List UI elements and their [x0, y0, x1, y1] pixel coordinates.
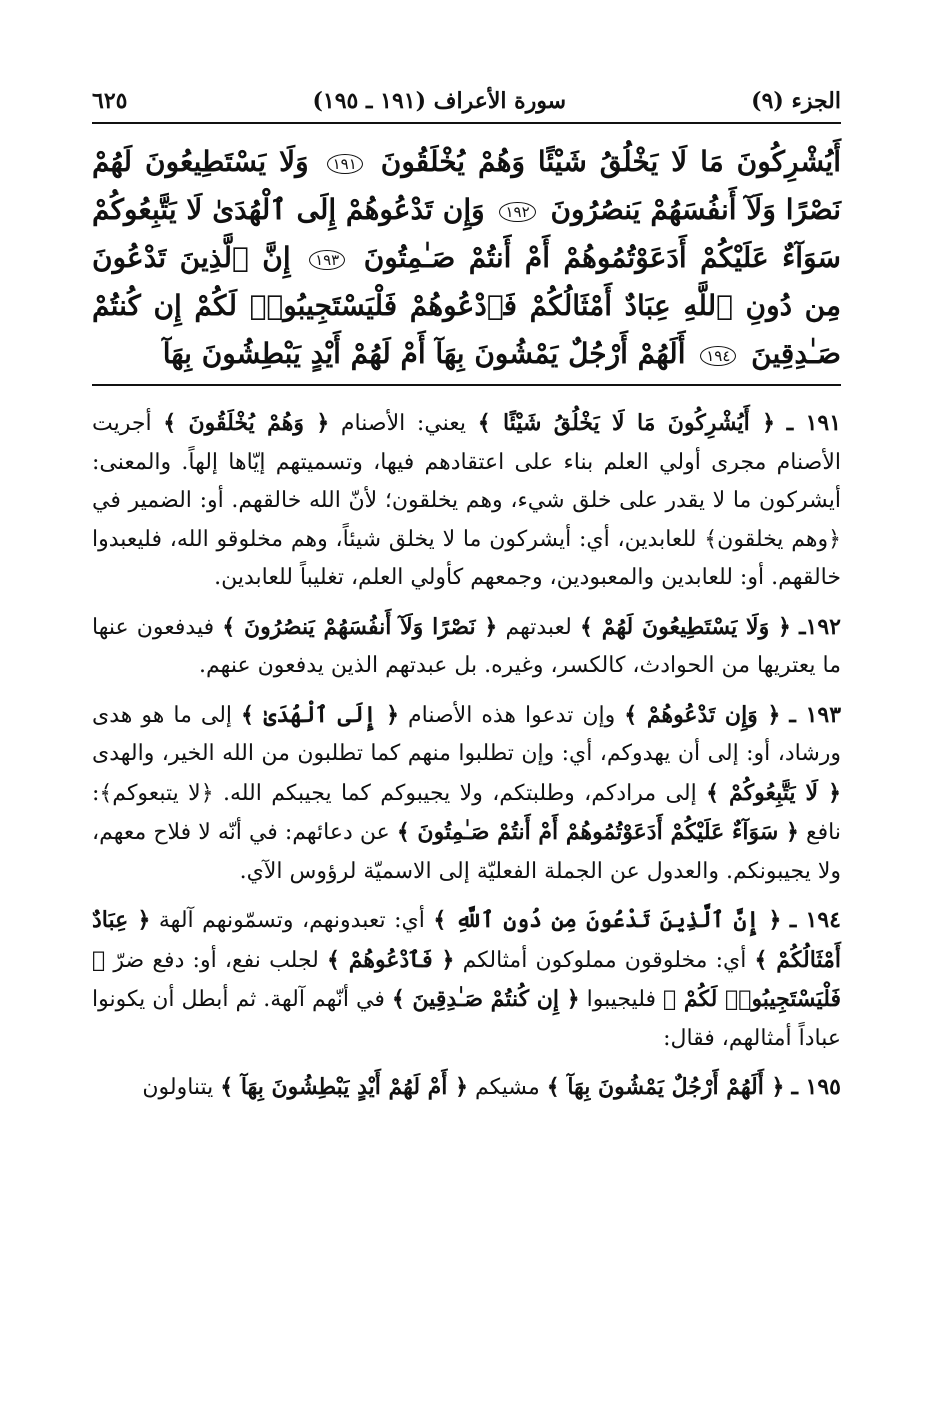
- page: [92, 70, 841, 1369]
- quran-quote: ﴿ عِبَادٌ أَمْثَالُكُمْ ﴾: [92, 907, 841, 973]
- quran-segment: أَيُشْرِكُونَ مَا لَا يَخْلُقُ شَيْئًا وَهُمْ يُخْلَقُونَ: [380, 145, 842, 178]
- ayah-number-marker: ١٩٢: [499, 202, 535, 222]
- ayah-number-marker: ١٩١: [327, 154, 363, 174]
- verse-number: ١٩١ ـ: [786, 410, 842, 436]
- quran-separator-rule: [92, 384, 841, 386]
- verse-number: ١٩٥ ـ: [791, 1074, 841, 1100]
- commentary-text: وإن تدعوا هذه الأصنام: [399, 702, 625, 728]
- quran-quote: ﴿ وَلَا يَسْتَطِيعُونَ لَهُمْ ﴾: [580, 613, 791, 640]
- quran-quote: ﴿ إِنَّ ٱلَّذِينَ تَدْعُونَ مِن دُونِ ٱللَّهِ ﴾: [433, 907, 782, 933]
- quran-quote: ﴿ أَلَهُمْ أَرْجُلٌ يَمْشُونَ بِهَآ ﴾: [546, 1074, 785, 1100]
- quran-quote: ﴿ أَمْ لَهُمْ أَيْدٍ يَبْطِشُونَ بِهَآ ﴾: [220, 1074, 468, 1100]
- quran-segment: وَلَا يَسْتَطِيعُونَ لَهُمْ نَصْرًا وَلَآ أَنفُسَهُمْ يَنصُرُونَ: [92, 145, 841, 226]
- commentary-text: أي: مخلوقون مملوكون أمثالكم: [454, 947, 755, 973]
- verse-number: ١٩٢ـ: [799, 613, 841, 640]
- commentary-text: عن دعائهم: في أنّه لا فلاح معهم، ولا يجيبونكم. والعدول عن الجملة الفعليّة إلى الاسميّة لرؤوس الآي.: [92, 820, 841, 884]
- quran-quote: ﴿ لَا يَتَّبِعُوكُمْ ﴾: [706, 779, 841, 806]
- commentary-text: مشيكم: [467, 1075, 547, 1100]
- commentary-text: إلى مرادكم، وطلبتكم، ولا يجيبوكم كما يجيبكم الله. ﴿لا يتبعوكم﴾: نافع: [92, 780, 842, 845]
- verse-number: ١٩٤ ـ: [789, 907, 841, 933]
- quran-quote: ﴿ وَإِن تَدْعُوهُمْ ﴾: [624, 701, 781, 728]
- ayah-number-marker: ١٩٣: [309, 250, 345, 270]
- surah-title: سورة الأعراف (١٩١ ـ ١٩٥): [312, 88, 567, 114]
- commentary-text: فيدفعون عنها ما يعتريها من الحوادث، كالكسر، وغيره. بل عبدتهم الذين يدفعون عنهم.: [92, 614, 841, 678]
- quran-quote: ﴿ وَهُمْ يُخْلَقُونَ ﴾: [163, 410, 330, 436]
- quran-segment: أَلَهُمْ أَرْجُلٌ يَمْشُونَ بِهَآ أَمْ لَهُمْ أَيْدٍ يَبْطِشُونَ بِهَآ: [162, 337, 686, 370]
- commentary-text: أجريت الأصنام مجرى أولي العلم بناء على اعتقادهم فيها، وتسميتهم إيّاها إلهاً. والمعنى: أيشركون ما لا يقدر على خلق شيء، وهم يخلقون؛ لأنّ الله خالقهم. أو: الضمير في ﴿وهم يخلقون﴾ للعابدين، أي: أيشركون ما لا يخلق شيئاً، وهم مخلوقو الله، فليعبدوا خالقهم. أو: للعابدين والمعبودين، وجمعهم كأولي العلم، تغليباً للعابدين.: [92, 411, 841, 590]
- quran-quote: ﴿ نَصْرًا وَلَآ أَنفُسَهُمْ يَنصُرُونَ ﴾: [222, 613, 498, 640]
- quran-quote: ﴿ إِلَى ٱلْهُدَىٰ ﴾: [241, 701, 400, 728]
- quran-quote: ﴿ إِن كُنتُمْ صَـٰدِقِينَ ﴾: [391, 986, 580, 1012]
- verse-number: ١٩٣ ـ: [789, 701, 842, 728]
- commentary-text: فليجيبوا: [579, 987, 663, 1012]
- commentary-section: [92, 404, 841, 1108]
- quran-segment: وَإِن تَدْعُوهُمْ إِلَى ٱلْهُدَىٰ لَا يَتَّبِعُوكُمْ سَوَآءٌ عَلَيْكُمْ أَدَعَوْتُمُوهُمْ أَمْ أَنتُمْ صَـٰمِتُونَ: [92, 193, 842, 274]
- page-number: ٦٢٥: [92, 88, 128, 114]
- commentary-paragraph-191: [92, 404, 841, 598]
- commentary-text: لعبدتهم: [497, 614, 581, 640]
- commentary-text: يتناولون: [142, 1075, 221, 1100]
- header-rule: [92, 122, 841, 124]
- quran-quote: ﴿ فَلْيَسْتَجِيبُوا۟ لَكُمْ ﴾: [92, 946, 841, 1012]
- commentary-paragraph-194: [92, 901, 841, 1058]
- commentary-text: إلى ما هو هدى ورشاد، أو: إلى أن يهدوكم، أي: وإن تطلبوا منهم كما تطلبون من الله الخير، والهدى: [92, 702, 841, 766]
- commentary-text: أي: تعبدونهم، وتسمّونهم آلهة: [150, 908, 434, 933]
- commentary-text: يعني: الأصنام: [329, 411, 478, 436]
- commentary-text: في أنّهم آلهة. ثم أبطل أن يكونوا عباداً أمثالهم، فقال:: [92, 987, 841, 1051]
- quran-quote: ﴿ أَيُشْرِكُونَ مَا لَا يَخْلُقُ شَيْئًا ﴾: [477, 410, 776, 436]
- quran-quote: ﴿ سَوَآءٌ عَلَيْكُمْ أَدَعَوْتُمُوهُمْ أَمْ أَنتُمْ صَـٰمِتُونَ ﴾: [396, 819, 799, 845]
- page-header: [92, 70, 841, 114]
- quran-text-block: [92, 138, 841, 378]
- quran-quote: ﴿ فَٱدْعُوهُمْ ﴾: [327, 946, 455, 973]
- commentary-paragraph-193: [92, 696, 841, 892]
- ayah-number-marker: ١٩٤: [700, 346, 736, 366]
- juz-label: الجزء (٩): [751, 88, 841, 114]
- commentary-paragraph-195: [92, 1068, 841, 1108]
- quran-segment: إِنَّ ٱلَّذِينَ تَدْعُونَ مِن دُونِ ٱللَّهِ عِبَادٌ أَمْثَالُكُمْ فَٱدْعُوهُمْ فَلْيَسْتَجِيبُوا۟ لَكُمْ إِن كُنتُمْ صَـٰدِقِينَ: [92, 241, 841, 370]
- commentary-paragraph-192: [92, 608, 841, 686]
- commentary-text: لجلب نفع، أو: دفع ضرّ: [105, 947, 328, 973]
